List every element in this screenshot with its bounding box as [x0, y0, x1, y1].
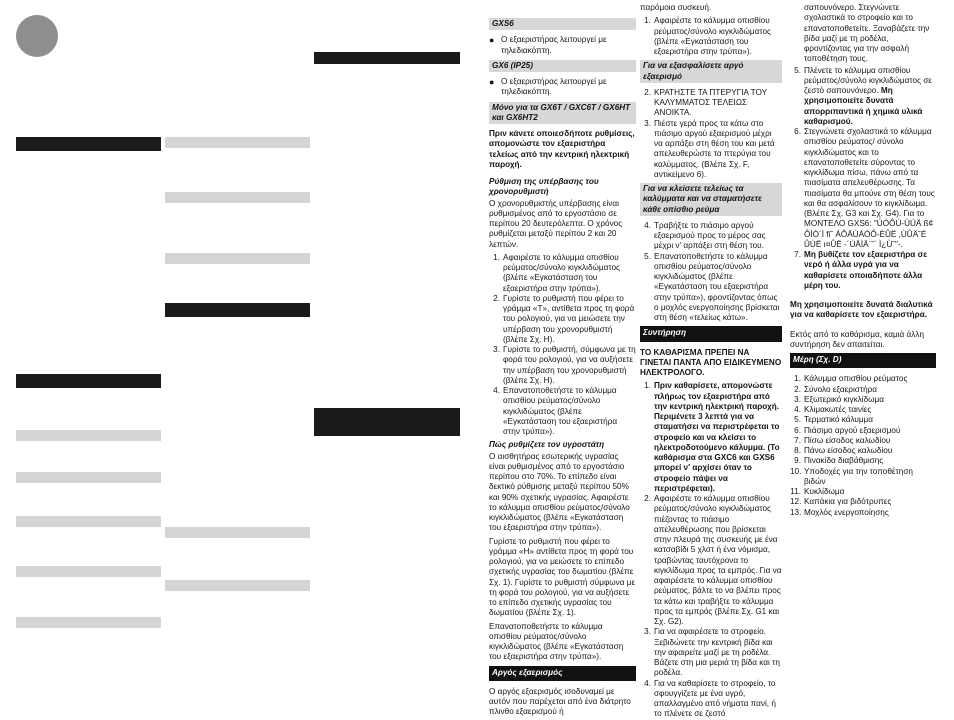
list-item-text: Πάνω είσοδος καλωδίου [804, 446, 893, 455]
col-2-paragraph: Ο αισθητήρας εσωτερικής υγρασίας είναι ρυθμισμένος από το εργοστάσιο περίπου στο 70%. Το επίπεδο είναι δεκτικό ρύθμισης μεταξύ περίπου 50% και 90% σχετικής υγρασίας. Αφαιρέστε το κάλυμμα οπισθίου ρεύματος/σύνολο κιγκλιδώματος (βλέπε «Εγκατάσταση του εξαεριστήρα στην τρύπα»). [489, 451, 630, 533]
col-3-subsection-heading: Για να εξασφαλίσετε αργό εξαερισμό [640, 60, 782, 83]
list-item-number: 11. [790, 487, 801, 496]
bullet-text: Ο εξαεριστήρας λειτουργεί με τηλεδιακόπτη. [501, 35, 607, 55]
col-3-list-item [640, 221, 782, 252]
list-item-number: 2. [644, 494, 651, 503]
list-item-number: 5. [644, 251, 651, 261]
col-4-list-item [790, 497, 936, 507]
list-item-number: 7. [794, 250, 801, 259]
col-2-paragraph: Ο αργός εξαερισμός ισοδυναμεί με αυτόν που παρέχεται από ένα διάτρητο πλινθο εξαερισμού ή [489, 686, 631, 717]
list-item-number: 1. [493, 252, 500, 262]
list-item-number: 3. [794, 394, 801, 404]
section-header-bar [16, 137, 161, 151]
list-item-text: ΚΡΑΤΗΣΤΕ ΤΑ ΠΤΕΡΥΓΙΑ ΤΟΥ ΚΑΛΥΜΜΑΤΟΣ ΤΕΛΕΙΩΣ ΑΝΟΙΚΤΑ. [654, 87, 767, 118]
list-item-text: Μοχλός ενεργοποίησης [804, 507, 889, 517]
col-4-bold-paragraph: Μη χρησιμοποιείτε δυνατά διαλυτικά για να καθαρίσετε τον εξαεριστήρα. [790, 300, 933, 320]
list-item-number: 13. [790, 507, 802, 517]
col-4-list-item [790, 467, 936, 488]
section-header-bar [165, 303, 310, 317]
col-2-bold-paragraph: Πριν κάνετε οποιεσδήποτε ρυθμίσεις, απομονώστε τον εξαεριστήρα τελείως από την κεντρική ηλεκτρική παροχή. [489, 129, 635, 169]
subsection-header-bar [165, 527, 310, 538]
list-item-number: 2. [794, 384, 801, 394]
section-header-bar [314, 52, 460, 64]
col-2-list-item [489, 253, 636, 294]
list-item-text: Αφαιρέστε το κάλυμμα οπισθίου ρεύματος/σύνολο κιγκλιδώματος (βλέπε «Εγκατάσταση του εξαεριστήρα στην τρύπα»). [503, 252, 620, 293]
list-item-number: 3. [644, 627, 651, 637]
col-2-subheading: Ρύθμιση της υπέρβασης του χρονορυθμιστή [489, 177, 599, 197]
section-header-bar [314, 408, 460, 436]
list-item-number: 1. [644, 16, 651, 26]
col-4-list-item [790, 415, 936, 425]
col-4-numbered-list [790, 66, 936, 292]
list-item-number: 12. [790, 497, 802, 507]
text-column-2 [489, 16, 636, 717]
col-3-numbered-list [640, 88, 782, 180]
list-item-text: Σύνολο εξαεριστήρα [804, 384, 878, 394]
bullet-dot-icon: ● [489, 77, 495, 87]
list-item-text: Πιάσιμο αργού εξαερισμού [804, 425, 901, 435]
col-3-list-item [640, 88, 782, 119]
col-4-list-item [790, 66, 936, 128]
list-item-text: Γυρίστε το ρυθμιστή, σύμφωνα με τη φορά του ρολογιού, για να αυξήσετε την υπέρβαση του χρονορυθμιστή (βλέπε Σχ. H). [503, 345, 636, 385]
col-3-list-item [640, 679, 782, 720]
col-3-bold-paragraph: ΤΟ ΚΑΘΑΡΙΣΜΑ ΠΡΕΠΕΙ ΝΑ ΓΙΝΕΤΑΙ ΠΑΝΤΑ ΑΠΟ ΕΙΔΙΚΕΥΜΕΝΟ ΗΛΕΚΤΡΟΛΟΓΟ. [640, 347, 782, 377]
list-item-number: 4. [644, 220, 651, 230]
list-item-number: 1. [644, 381, 651, 391]
list-item-text [804, 66, 936, 128]
col-3-list-item [640, 381, 782, 494]
col-4-block-1-item-2-seg-0: Μη βυθίζετε τον εξαεριστήρα σε νερό ή άλλα υγρά για να καθαρίσετε οποιαδήποτε άλλα μέρη του. [804, 250, 928, 290]
text-column-3 [640, 3, 782, 719]
col-2-paragraph: Ο χρονορυθμιστής υπέρβασης είναι ρυθμισμένος από το εργοστάσιο σε περίπου 20 δευτερόλεπτα. Ο χρόνος ρυθμίζεται μεταξύ περίπου 2 και 20 λεπτών. [489, 198, 623, 249]
col-2-bullet-item [489, 35, 636, 56]
list-item-number: 4. [644, 678, 651, 688]
text-column-4 [790, 3, 936, 670]
list-item-number: 4. [794, 405, 801, 414]
list-item-number: 7. [794, 435, 801, 445]
list-item-number: 6. [794, 425, 801, 435]
list-item-number: 3. [493, 345, 500, 354]
list-item-text [804, 250, 936, 291]
bullet-text: Ο εξαεριστήρας λειτουργεί με τηλεδιακόπτη. [501, 77, 607, 97]
col-3-numbered-list [640, 381, 782, 719]
col-4-list-item [790, 385, 936, 395]
col-3-list-item [640, 494, 782, 627]
list-item-text: Τραβήξτε το πιάσιμο αργού εξαερισμού προς το μέρος σας μέχρι ν' αρπάξει στη θέση του. [654, 220, 766, 251]
col-4-list-item [790, 487, 936, 497]
list-item-number: 2. [493, 293, 500, 303]
list-item-text: Καπάκια για βιδότρυπες [804, 497, 892, 507]
list-item-number: 3. [644, 118, 651, 128]
col-4-list-item [790, 426, 936, 436]
col-2-numbered-list [489, 253, 636, 438]
list-item-text: Πιέστε γερά προς τα κάτω στο πιάσιμο αργού εξαερισμού μέχρι να αρπάξει στη θέση του και μετά απελευθερώστε τα πτερύγια του καλύμματος. (Βλέπε Σχ. F, αντικείμενο 6). [654, 118, 775, 179]
list-item-number: 6. [794, 127, 801, 136]
subsection-header-bar [16, 566, 161, 577]
list-item-text: Εξωτερικό κιγκλίδωμα [804, 394, 884, 404]
col-4-list-item [790, 127, 936, 250]
col-4-list-item [790, 395, 936, 405]
list-item-text: Πινακίδα διαβάθμισης [804, 456, 884, 466]
list-item-text: Στεγνώνετε σχολαστικά το κάλυμμα οπισθίου ρεύματος/ σύνολο κιγκλιδώματος και το επανατοποθετείτε σύροντας το κιγκλίδωμα πίσω, πάνω από τα πιασίματα απελευθέρωσης. Τα πιασίματα θα μπούνε στη θέση τους και θα ασφαλίσουν το κιγκλίδωμα. (Βλέπε Σχ. G3 και Σχ. G4). Για το ΜΟΝΤΕΛΟ GXS6: "ÙÓÔÙ-ÙÚÄ ß¢ ÔÌÒ´Ì fi˘ ÁÔÄÙÁÓÔ-ÈÛË ,ÙÛÄ˘É ÛÙË ı¤ÛË -´ÙÄÌÄ˙˘´ Ì¿Ù˘"-. [804, 127, 935, 249]
col-3-paragraph: παρόμοια συσκευή. [640, 3, 712, 12]
list-item-number: 5. [794, 415, 801, 425]
list-item-text: Για να αφαιρέσετε το στροφείο. Ξεβιδώνετε την κεντρική βίδα και την αφαιρείτε μαζί με τη ροδέλα. Βάζετε στη μια μεριά τη βίδα και τη ροδέλα. [654, 627, 780, 678]
list-item-number: 4. [493, 386, 500, 395]
col-4-list-item [790, 446, 936, 456]
list-item-text: Επανατοποθετήστε το κάλυμμα οπισθίου ρεύματος/σύνολο κιγκλιδώματος (βλέπε «Εγκατάσταση του εξαεριστήρα στην τρύπα»), φροντίζοντας όπως ο μοχλός ενεργοποίησης βρίσκεται στη θέση «τελείως κάτω». [654, 251, 780, 322]
list-item-text: Κλιμακωτές ταινίες [804, 405, 872, 414]
col-2-bullet-item [489, 77, 636, 98]
subsection-header-bar [16, 472, 161, 483]
col-4-list-item [790, 456, 936, 466]
col-4-numbered-list [790, 374, 936, 518]
list-item-number: 1. [794, 374, 801, 384]
col-3-numbered-list [640, 221, 782, 324]
list-item-text: Κυκλίδωμα [804, 487, 845, 496]
list-item-number: 10. [790, 466, 802, 476]
col-4-block-1-item-0-seg-1: Μη χρησιμοποιείτε δυνατά απορριπαντικά ή χημικά υλικά καθαρισμού. [804, 86, 923, 126]
subsection-header-bar [16, 430, 161, 441]
col-3-list-item [640, 119, 782, 181]
col-4-block-1-item-0-seg-0: Πλένετε το κάλυμμα οπισθίου ρεύματος/σύνολο κιγκλιδώματος σε ζεστό σαπουνόνερο. [804, 65, 932, 95]
col-3-subsection-heading: Για να κλείσετε τελείως τα καλύμματα και να σταματήσετε κάθε οπίσθιο ρεύμα [640, 183, 782, 216]
col-2-section-heading: Αργός εξαερισμός [489, 666, 636, 681]
col-4-list-item [790, 508, 936, 518]
list-item-number: 5. [794, 65, 801, 75]
col-4-section-heading: Μέρη (Σχ. D) [790, 353, 936, 368]
list-item-number: 8. [794, 446, 801, 455]
subsection-header-bar [165, 580, 310, 591]
col-3-section-heading: Συντήρηση [640, 326, 782, 341]
col-4-paragraph: Εκτός από το καθάρισμα, καμιά άλλη συντήρηση δεν απαιτείται. [790, 329, 925, 349]
col-2-list-item [489, 345, 636, 386]
col-3-list-item [640, 252, 782, 324]
col-3-list-item [640, 627, 782, 678]
section-header-bar [16, 374, 161, 388]
list-item-text: Υποδοχές για την τοποθέτηση βιδών [804, 466, 913, 486]
bullet-dot-icon: ● [489, 35, 495, 46]
col-2-paragraph: Γυρίστε το ρυθμιστή που φέρει το γράμμα «H» αντίθετα προς τη φορά του ρολογιού, για να μειώσετε το επίπεδο σχετικής υγρασίας του δωματίου (βλέπε Σχ. 1). Γυρίστε το ρυθμιστή σύμφωνα με τη φορά του ρολογιού, για να αυξήσετε το επίπεδο σχετικής υγρασίας του δωματίου (βλέπε Σχ. 1). [489, 536, 636, 618]
subsection-header-bar [165, 192, 310, 203]
list-item-text: Γυρίστε το ρυθμιστή που φέρει το γράμμα «T», αντίθετα προς τη φορά του ρολογιού, για να μειώσετε την υπέρβαση του χρονορυθμιστή (βλέπε Σχ. H). [503, 293, 635, 344]
list-item-text: Για να καθαρίσετε το στροφείο, το σφουγγίζετε με ένα υγρό, απαλλαγμένο από νήματα πανί, ή το πλένετε σε ζεστό [654, 678, 776, 719]
col-4-list-item [790, 250, 936, 291]
col-2-list-item [489, 294, 636, 345]
col-2-subsection-heading: Μόνο για τα GX6T / GXC6T / GX6HT και GX6HT2 [489, 102, 636, 125]
col-2-paragraph: Επανατοποθετήστε το κάλυμμα οπισθίου ρεύματος/σύνολο κιγκλιδώματος (βλέπε «Εγκατάσταση του εξαεριστήρα στην τρύπα»). [489, 621, 624, 662]
col-4-continued-paragraph: σαπουνόνερο. Στεγνώνετε σχολαστικά το στροφείο και το επανατοποθετείτε. Ξαναβάζετε την βίδα μαζί με τη ροδέλα, φροντίζοντας για την ασφαλή τοποθέτηση τους. [804, 3, 930, 64]
col-2-list-item [489, 386, 636, 437]
subsection-header-bar [16, 617, 161, 628]
col-4-list-item [790, 374, 936, 384]
list-item-text: Τερματικό κάλυμμα [804, 415, 874, 425]
col-2-subheading: Πώς ρυθμίζετε τον υγροστάτη [489, 440, 605, 450]
list-item-text: Επανατοποθετήστε το κάλυμμα οπισθίου ρεύματος/σύνολο κιγκλιδώματος (βλέπε «Εγκατάσταση του εξαεριστήρα στην τρύπα»). [503, 386, 618, 436]
list-item-text: Κάλυμμα οπισθίου ρεύματος [804, 374, 908, 384]
col-4-list-item [790, 436, 936, 446]
col-2-subsection-heading: GX6 (IP25) [489, 60, 636, 72]
list-item-number: 9. [794, 456, 801, 466]
col-4-list-item [790, 405, 936, 415]
subsection-header-bar [165, 253, 310, 264]
list-item-text [654, 381, 782, 494]
list-item-text: Αφαιρέστε το κάλυμμα οπισθίου ρεύματος/σύνολο κιγκλιδώματος πιέζοντας το πιάσιμο απελευθέρωσης που βρίσκεται στην πλευρά της συσκευής με ένα κατσαβίδι 5 χλστ ή ένα νόμισμα, τραβώντας ταυτόχρονα το κιγκλίδωμα προς τα εμπρός. Για να αφαιρέσετε το κάλυμμα οπισθίου ρεύματος, βάλτε το να βλέπει προς τα κάτω και τραβήξτε το κάλυμμα προς τα εμπρός (βλέπε Σχ. G1 και Σχ. G2). [654, 494, 782, 626]
col-3-list-item [640, 16, 782, 57]
list-item-text: Πίσω είσοδος καλωδίου [804, 435, 891, 445]
col-3-block-8-item-0-seg-0: Πριν καθαρίσετε, απομονώστε πλήρως τον εξαεριστήρα από την κεντρική ηλεκτρική παροχή. Περιμένετε 3 λεπτά για να σταματήσει να περιστρέφεται το στροφείο και να κλείσει το ηλεκτροδοτούμενο κάλυμμα. (Το καθάρισμα στα GXC6 και GXS6 μπορεί ν' αρχίσει όταν το στροφείο πάψει να περιστρέφεται). [654, 381, 780, 493]
subsection-header-bar [16, 516, 161, 527]
subsection-header-bar [165, 137, 310, 148]
col-2-subsection-heading: GXS6 [489, 18, 636, 30]
col-3-numbered-list [640, 16, 782, 57]
page-number-circle [16, 15, 58, 57]
list-item-text: Αφαιρέστε το κάλυμμα οπισθίου ρεύματος/σύνολο κιγκλιδώματος (βλέπε «Εγκατάσταση του εξαεριστήρα στην τρύπα»). [654, 16, 771, 56]
list-item-number: 2. [644, 87, 651, 97]
